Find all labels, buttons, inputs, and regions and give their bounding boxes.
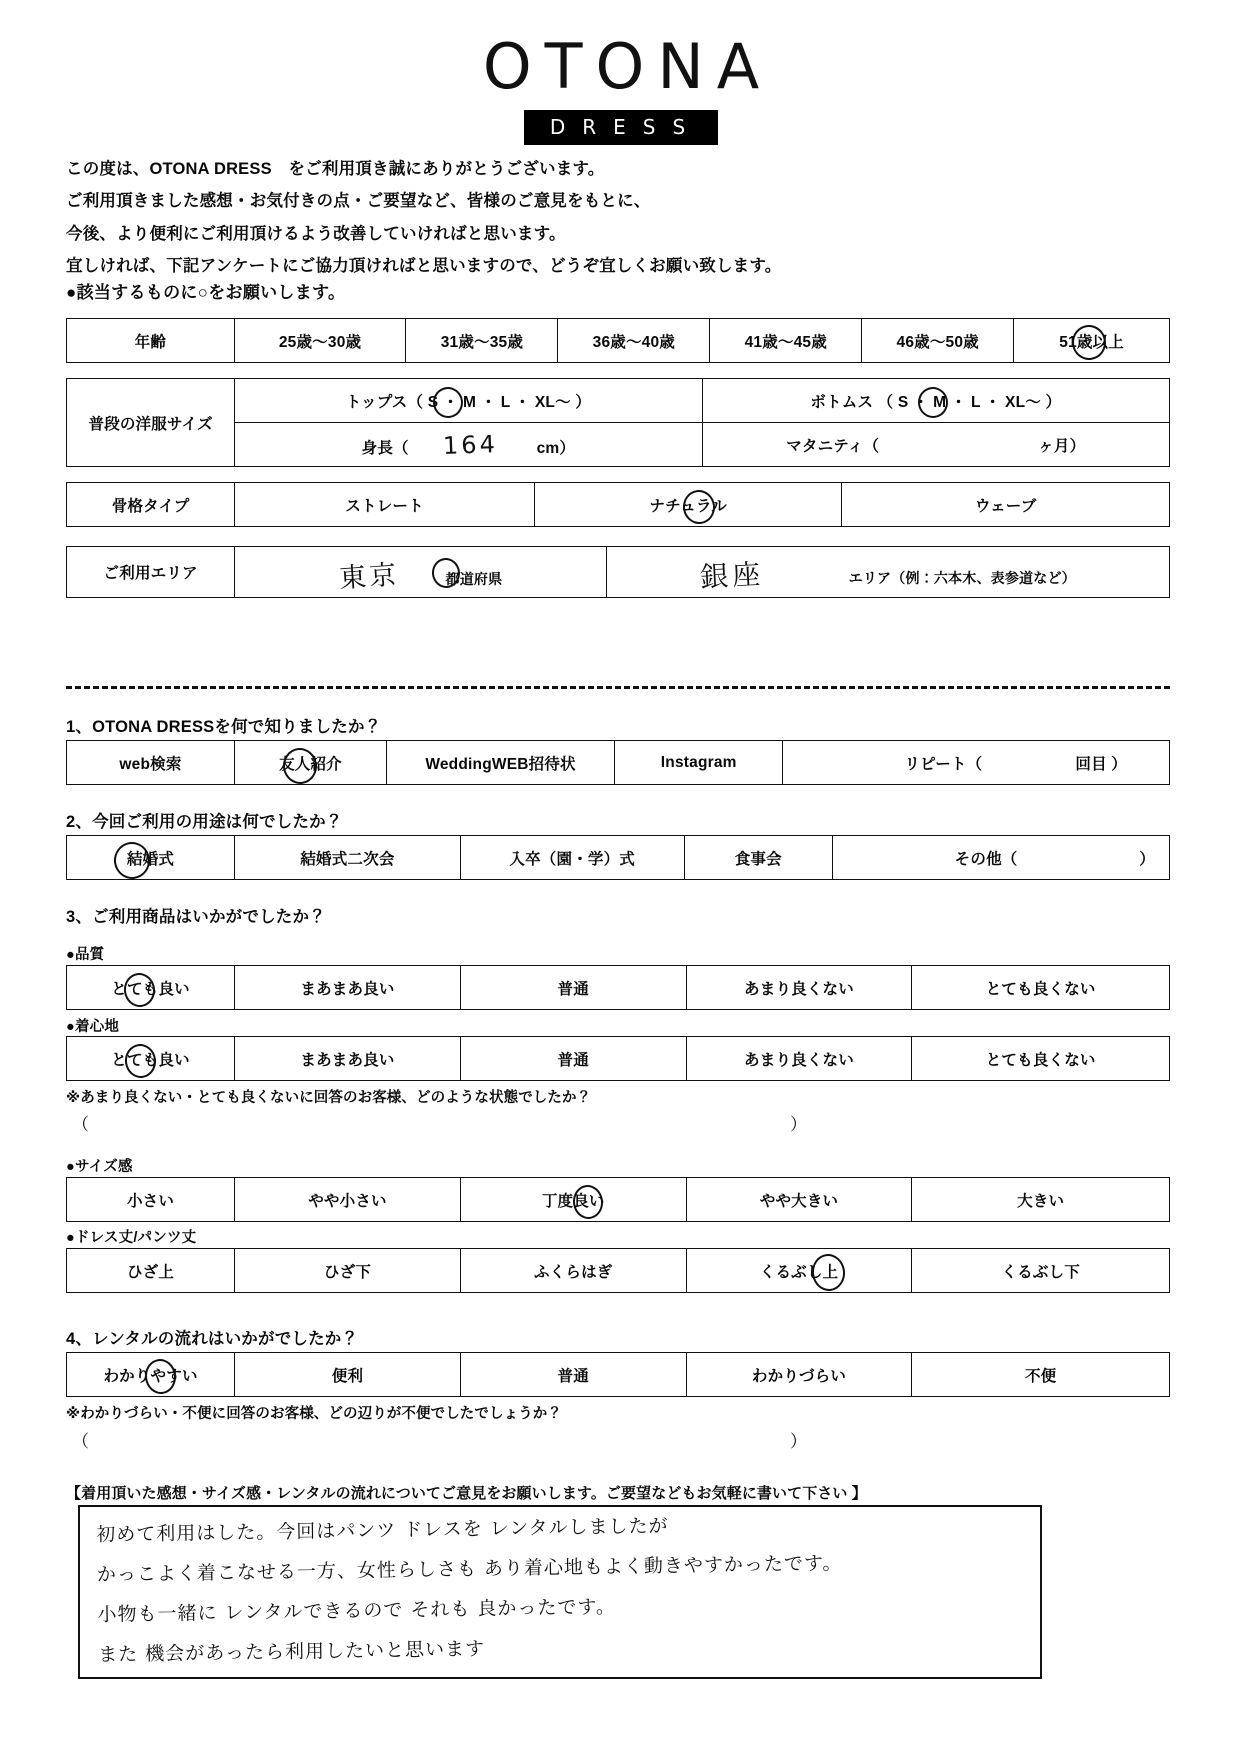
age-table [66, 318, 1170, 363]
table-row [67, 1037, 1170, 1081]
comment-line-2: かっこよく着こなせる一方、女性らしさも あり着心地もよく動きやすかったです。 [96, 1552, 843, 1586]
skeleton-type-table [66, 482, 1170, 527]
age-option-0[interactable]: 25歳〜30歳 [234, 319, 406, 363]
skeleton-option-2[interactable]: ウェーブ [842, 483, 1170, 527]
skeleton-option-0[interactable]: ストレート [235, 483, 535, 527]
age-option-2[interactable]: 36歳〜40歳 [558, 319, 710, 363]
quality-option-0-label: とても良い [111, 980, 190, 998]
quality-option-0[interactable] [67, 966, 235, 1010]
table-row [67, 1353, 1170, 1397]
intro-paragraph [66, 158, 1166, 287]
quality-table [66, 965, 1170, 1010]
age-label: 年齢 [67, 319, 235, 363]
prefecture-value: 東京 [338, 558, 401, 595]
length-label: ●ドレス丈/パンツ丈 [66, 1230, 197, 1246]
fit-option-2-label: 丁度良い [541, 1192, 605, 1210]
q2-other-label: その他（ [954, 850, 1018, 868]
area-value: 銀座 [699, 557, 766, 594]
table-row [67, 319, 1170, 363]
q1-option-1-label: 友人紹介 [279, 755, 342, 773]
q1-option-3[interactable]: Instagram [615, 741, 783, 785]
q4-open-right: ） [790, 1432, 807, 1451]
table-row [67, 836, 1170, 880]
comfort-table [66, 1036, 1170, 1081]
fit-option-4[interactable]: 大きい [912, 1178, 1170, 1222]
clothing-size-table [66, 378, 1170, 467]
brand-name-otona: OTONA [482, 30, 773, 103]
q2-option-0-label: 結婚式 [126, 850, 175, 868]
skeleton-label: 骨格タイプ [67, 483, 235, 527]
question-4-title: 4、レンタルの流れはいかがでしたか？ [66, 1330, 359, 1348]
comment-line-3: 小物も一緒に レンタルできるので それも 良かったです。 [97, 1595, 617, 1626]
intro-line-2: ご利用頂きました感想・お気付きの点・ご要望など、皆様のご意見をもとに、 [66, 192, 651, 211]
maternity-cell[interactable] [702, 423, 1169, 467]
height-cell[interactable] [235, 423, 702, 467]
area-hint: エリア（例：六本木、表参道など） [848, 570, 1076, 586]
q1-option-1[interactable] [234, 741, 386, 785]
table-row [67, 547, 1170, 598]
height-value: 164 [442, 429, 499, 460]
table-row [67, 483, 1170, 527]
skeleton-option-1-label: ナチュラル [649, 497, 727, 515]
q4-open-left: （ [72, 1432, 89, 1451]
bottoms-size-label: ボトムス （ S ・ M ・ L ・ XL〜 ） [810, 393, 1062, 411]
intro-line-4: 宜しければ、下記アンケートにご協力頂ければと思いますので、どうぞ宜しくお願い致します。 [66, 256, 782, 275]
section-divider [66, 686, 1170, 689]
q4-note: ※わかりづらい・不便に回答のお客様、どの辺りが不便でしたでしょうか？ [66, 1406, 562, 1422]
question-2-title: 2、今回ご利用の用途は何でしたか？ [66, 813, 343, 831]
age-option-5-label: 51歳以上 [1059, 333, 1124, 351]
brand-name-dress: DRESS [524, 110, 718, 145]
q4-option-4[interactable]: 不便 [912, 1353, 1170, 1397]
q4-option-2[interactable]: 普通 [460, 1353, 686, 1397]
comfort-option-0[interactable] [67, 1037, 235, 1081]
q1-option-2[interactable]: WeddingWEB招待状 [386, 741, 614, 785]
age-option-1[interactable]: 31歳〜35歳 [406, 319, 558, 363]
length-option-3-label: くるぶし上 [759, 1263, 839, 1281]
area-value-cell[interactable] [606, 547, 1169, 598]
fit-label: ●サイズ感 [66, 1159, 133, 1175]
q2-option-0[interactable] [67, 836, 235, 880]
quality-option-3[interactable]: あまり良くない [686, 966, 912, 1010]
comment-heading: 【着用頂いた感想・サイズ感・レンタルの流れについてご意見をお願いします。ご要望などもお気軽に書いて下さい 】 [66, 1485, 867, 1502]
tops-size-label: トップス（ S ・ M ・ L ・ XL〜 ） [345, 393, 591, 411]
q4-option-0-label: わかりやすい [103, 1367, 198, 1385]
length-option-1[interactable]: ひざ下 [235, 1249, 461, 1293]
comment-line-1: 初めて利用はした。今回はパンツ ドレスを レンタルしましたが [96, 1515, 669, 1546]
fit-table [66, 1177, 1170, 1222]
question-1-title: 1、OTONA DRESSを何で知りましたか？ [66, 718, 382, 736]
height-unit: cm） [536, 439, 576, 457]
tops-size-cell[interactable] [235, 379, 702, 423]
q2-table [66, 835, 1170, 880]
quality-option-4[interactable]: とても良くない [912, 966, 1170, 1010]
length-option-2[interactable]: ふくらはぎ [460, 1249, 686, 1293]
q4-option-3[interactable]: わかりづらい [686, 1353, 912, 1397]
area-table [66, 546, 1170, 598]
maternity-prefix: マタニティ（ [786, 437, 880, 455]
intro-line-3: 今後、より便利にご利用頂けるよう改善していければと思います。 [66, 224, 566, 243]
q1-repeat-label: リピート（ [904, 755, 983, 773]
q1-option-0[interactable]: web検索 [67, 741, 235, 785]
fit-option-0[interactable]: 小さい [67, 1178, 235, 1222]
q4-option-0[interactable] [67, 1353, 235, 1397]
comment-handwriting [96, 1500, 1028, 1675]
quality-option-1[interactable]: まあまあ良い [235, 966, 461, 1010]
instruction-text: ●該当するものに○をお願いします。 [66, 283, 346, 302]
comfort-option-1[interactable]: まあまあ良い [235, 1037, 461, 1081]
height-prefix: 身長（ [361, 439, 409, 457]
comfort-open-right: ） [790, 1115, 807, 1134]
comfort-option-2[interactable]: 普通 [460, 1037, 686, 1081]
comfort-option-3[interactable]: あまり良くない [686, 1037, 912, 1081]
comfort-label: ●着心地 [66, 1019, 120, 1035]
table-row [67, 741, 1170, 785]
length-option-3[interactable] [686, 1249, 912, 1293]
prefecture-suffix: 都道府県 [445, 570, 503, 587]
q1-table [66, 740, 1170, 785]
q1-repeat-suffix: 回目 ） [1075, 755, 1127, 773]
q4-option-1[interactable]: 便利 [235, 1353, 461, 1397]
age-option-3[interactable]: 41歳〜45歳 [710, 319, 862, 363]
skeleton-option-1[interactable] [534, 483, 842, 527]
intro-line-1: この度は、OTONA DRESS をご利用頂き誠にありがとうございます。 [66, 160, 605, 178]
age-option-4[interactable]: 46歳〜50歳 [862, 319, 1014, 363]
q2-option-other[interactable] [832, 836, 1169, 880]
comment-line-4: また 機会があったら利用したいと思います [98, 1637, 486, 1666]
area-label: ご利用エリア [67, 547, 235, 598]
q2-option-2[interactable]: 入卒（園・学）式 [460, 836, 684, 880]
fit-option-3[interactable]: やや大きい [686, 1178, 912, 1222]
quality-option-2[interactable]: 普通 [460, 966, 686, 1010]
brand-logo [0, 30, 1242, 145]
table-row [67, 379, 1170, 423]
comfort-note: ※あまり良くない・とても良くないに回答のお客様、どのような状態でしたか？ [66, 1090, 592, 1106]
comfort-option-4[interactable]: とても良くない [912, 1037, 1170, 1081]
comfort-option-0-label: とても良い [111, 1051, 190, 1069]
question-3-title: 3、ご利用商品はいかがでしたか？ [66, 908, 326, 926]
bottoms-size-cell[interactable] [702, 379, 1169, 423]
table-row [67, 1249, 1170, 1293]
table-row [67, 966, 1170, 1010]
q1-option-4[interactable] [783, 741, 1170, 785]
fit-option-2[interactable] [460, 1178, 686, 1222]
quality-label: ●品質 [66, 947, 105, 963]
table-row [67, 1178, 1170, 1222]
length-option-4[interactable]: くるぶし下 [912, 1249, 1170, 1293]
length-option-0[interactable]: ひざ上 [67, 1249, 235, 1293]
clothing-size-label: 普段の洋服サイズ [67, 379, 235, 467]
prefecture-cell[interactable] [235, 547, 607, 598]
comfort-open-left: （ [72, 1115, 89, 1134]
fit-option-1[interactable]: やや小さい [235, 1178, 461, 1222]
age-option-5[interactable] [1014, 319, 1170, 363]
q2-option-1[interactable]: 結婚式二次会 [235, 836, 461, 880]
length-table [66, 1248, 1170, 1293]
q2-other-close: ） [1139, 850, 1155, 868]
q2-option-3[interactable]: 食事会 [684, 836, 832, 880]
maternity-unit: ヶ月） [1038, 437, 1086, 455]
q4-table [66, 1352, 1170, 1397]
